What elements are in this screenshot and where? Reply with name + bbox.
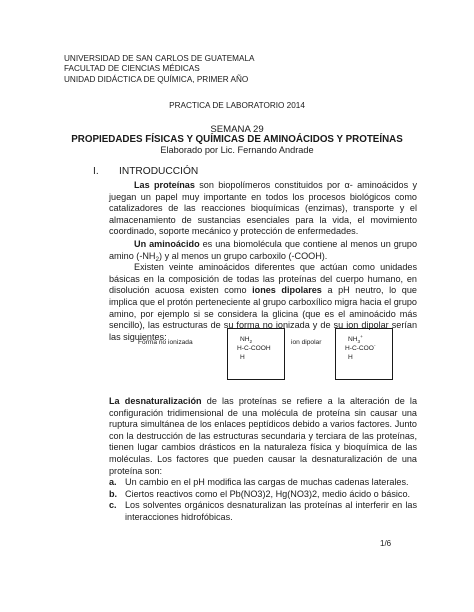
non-ionized-structure-box <box>227 328 285 380</box>
term-dipolar-ions: iones dipolares <box>252 285 322 296</box>
list-marker: b. <box>109 488 118 499</box>
practice-label: PRACTICA DE LABORATORIO 2014 <box>169 101 305 110</box>
right-hydrogen: H <box>348 354 353 361</box>
label-non-ionized: Forma no ionizada <box>138 339 193 346</box>
right-amino-sub: 3 <box>357 339 361 344</box>
label-dipolar-ion: ion dipolar <box>291 339 322 346</box>
list-item-text: Ciertos reactivos como el Pb(NO3)2, Hg(NO3)2, medio ácido o básico. <box>125 488 411 499</box>
non-ionized-molecule <box>237 336 271 362</box>
header-faculty: FACULTAD DE CIENCIAS MÉDICAS <box>64 64 200 74</box>
term-amino-acid: Un aminoácido <box>134 238 200 249</box>
list-item-text: Un cambio en el pH modifica las cargas de muchas cadenas laterales. <box>125 477 409 488</box>
section-title: INTRODUCCIÓN <box>119 166 199 177</box>
paragraph-amino-acid <box>109 239 417 262</box>
intro-text-block <box>109 180 417 343</box>
page-number: 1/6 <box>380 539 392 548</box>
dipolar-ion-structure-box <box>335 328 393 380</box>
header-unit: UNIDAD DIDÁCTICA DE QUÍMICA, PRIMER AÑO <box>64 74 249 84</box>
week-label: SEMANA 29 <box>210 124 264 135</box>
left-amino-sub: 2 <box>249 339 253 344</box>
nh2-subscript: 2 <box>155 255 160 263</box>
factor-list-item-c <box>109 500 417 523</box>
section-number: I. <box>93 166 99 177</box>
paragraph-denaturation-text: de las proteínas se refiere a la alteración de la configuración tridimensional de una molécula de proteína sin causar una ruptura simultánea de los enlaces peptídicos debido a varios factores. Junto con la destrucción de las estructuras secundaria y terciara de las proteínas, tienen lugar cambios drásticos en la naturaleza física y bioquímica de las moléculas. Los factores que pueden causar la desnaturalización de una proteína son: <box>109 396 418 476</box>
institution-header <box>64 54 254 85</box>
factor-list-item-a <box>109 477 417 489</box>
paragraph-dipolar-text-2: a pH neutro, lo que implica que el protón perteneciente al grupo carboxílico migra hacia el grupo amino, por ejemplo si se considera la glicina (que es el aminoácido más sencillo), las estructuras de su forma no ionizada y de su ion dipolar serían las siguientes: <box>109 285 417 342</box>
paragraph-amino-text-1: es una biomolécula que contiene al menos un grupo amino (-NH <box>109 238 418 261</box>
paragraph-amino-text-2: ) y al menos un grupo carboxilo (-COOH). <box>159 250 328 261</box>
factor-list-item-b <box>109 489 417 501</box>
right-amino-charge: + <box>360 334 363 339</box>
left-carbon-chain: H-C-COOH <box>237 345 271 352</box>
glycine-structures-diagram <box>109 328 417 382</box>
right-carbon-chain: H-C-COO <box>345 345 374 352</box>
dipolar-molecule <box>345 336 375 362</box>
document-title: PROPIEDADES FÍSICAS Y QUÍMICAS DE AMINOÁCIDOS Y PROTEÍNAS <box>71 134 403 145</box>
left-hydrogen: H <box>240 354 245 361</box>
term-proteins: Las proteínas <box>134 180 195 190</box>
list-item-text: Los solventes orgánicos desnaturalizan las proteínas al interferir en las interacciones hidrofóbicas. <box>125 500 417 522</box>
paragraph-denaturation <box>109 396 417 477</box>
section-heading <box>93 166 198 177</box>
paragraph-dipolar-text-1: Existen veinte aminoácidos diferentes que actúan como unidades básicas en la composición de todas las proteínas del cuerpo humano, en disolución acuosa existen como <box>109 262 417 296</box>
term-denaturation: La desnaturalización <box>109 396 202 406</box>
list-marker: a. <box>109 477 117 488</box>
paragraph-proteins-text: son biopolímeros constituidos por α- aminoácidos y juegan un papel muy importante en todos los procesos biológicos como catalizadores de las reacciones bioquímicas (enzimas), transporte y el almacenamiento de sustancias esenciales para la vida, el movimiento coordinado, soporte mecánico y protección de enfermedades. <box>109 180 417 237</box>
right-carboxylate-charge: - <box>373 343 376 348</box>
paragraph-proteins <box>109 180 417 238</box>
list-marker: c. <box>109 500 117 511</box>
denaturation-block <box>109 396 417 524</box>
header-university: UNIVERSIDAD DE SAN CARLOS DE GUATEMALA <box>64 54 255 63</box>
left-amino-group: NH <box>240 336 250 343</box>
author-line: Elaborado por Lic. Fernando Andrade <box>160 145 314 155</box>
right-amino-group: NH <box>348 336 358 343</box>
